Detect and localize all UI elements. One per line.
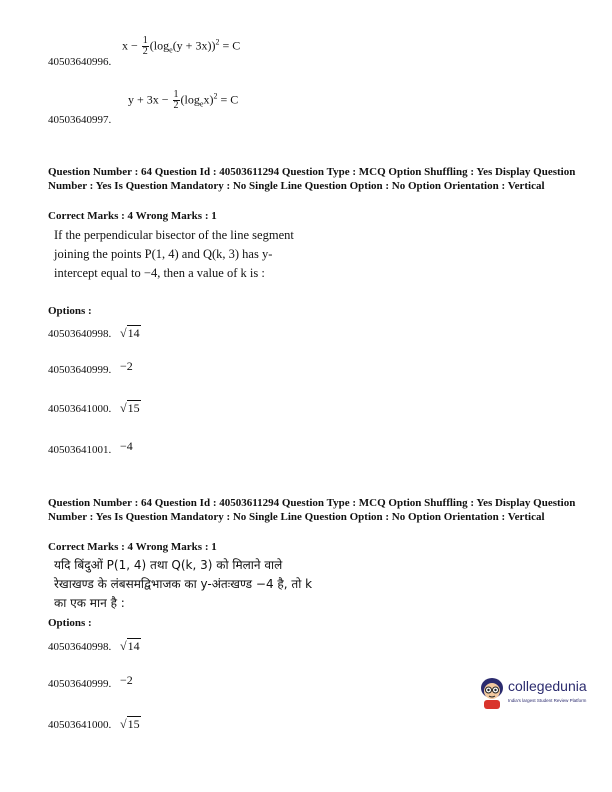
option-value: √14: [120, 639, 140, 653]
option-value: −2: [120, 673, 133, 687]
logo-name: collegedunia: [508, 678, 587, 694]
prev-option-expression-1: [122, 36, 240, 57]
option-value: −2: [120, 359, 133, 373]
option-id: 40503641000.: [48, 719, 112, 731]
option-value: √15: [120, 401, 140, 415]
question-marks: Correct Marks : 4 Wrong Marks : 1: [48, 210, 217, 222]
options-label: Options :: [48, 617, 92, 629]
prev-option-expression-2: [128, 90, 238, 111]
option-value: √14: [120, 326, 140, 340]
fraction-num: 1: [142, 35, 148, 46]
option-value: √15: [120, 717, 140, 731]
radicand: 14: [127, 326, 140, 340]
option-id: 40503641000.: [48, 403, 112, 415]
expr-pow: 2: [215, 37, 220, 47]
prev-option-id-2: 40503640997.: [48, 114, 112, 126]
option-id: 40503640999.: [48, 364, 112, 376]
prev-option-id-1: 40503640996.: [48, 56, 112, 68]
fraction-den: 2: [173, 100, 179, 111]
question-header: Question Number : 64 Question Id : 40503611294 Question Type : MCQ Option Shuffling : Yes Display Question Number : Yes Is Question Mandatory : No Single Line Question Option : No Option Orientation : Vertical: [48, 166, 576, 192]
option-id: 40503640999.: [48, 678, 112, 690]
fraction-den: 2: [142, 46, 148, 57]
expr-log: (log: [180, 92, 200, 107]
option-row[interactable]: [48, 359, 133, 377]
option-row[interactable]: [48, 717, 141, 732]
option-row[interactable]: [48, 326, 141, 341]
fraction: [142, 36, 149, 57]
option-id: 40503640998.: [48, 328, 112, 340]
expr-sub: e: [169, 45, 173, 55]
question-header: Question Number : 64 Question Id : 40503611294 Question Type : MCQ Option Shuffling : Yes Display Question Number : Yes Is Question Mandatory : No Single Line Question Option : No Option Orientation : Vertical: [48, 497, 576, 523]
option-id: 40503641001.: [48, 444, 112, 456]
expr-log: (log: [149, 38, 170, 53]
question-text-hindi: यदि बिंदुओं P(1, 4) तथा Q(k, 3) को मिलाने वाले रेखाखण्ड के लंबसमद्विभाजक का y-अंतःखण्ड −4 है, तो k का एक मान है :: [54, 558, 313, 610]
question-marks: Correct Marks : 4 Wrong Marks : 1: [48, 541, 217, 553]
question-text: If the perpendicular bisector of the line segment joining the points P(1, 4) and Q(k, 3) has y-intercept equal to −4, then a value of k is :: [54, 228, 294, 280]
option-row[interactable]: [48, 673, 133, 691]
fraction-num: 1: [173, 89, 179, 100]
expr-arg: x): [203, 92, 214, 107]
option-row[interactable]: [48, 639, 141, 654]
mascot-icon: [478, 676, 506, 710]
fraction: [173, 90, 180, 111]
options-label: Options :: [48, 305, 92, 317]
expr-lhs: x −: [122, 38, 141, 53]
option-row[interactable]: [48, 439, 133, 457]
expr-lhs: y + 3x −: [128, 92, 172, 107]
expr-sub: e: [199, 99, 204, 109]
collegedunia-logo: [478, 672, 596, 718]
expr-arg: (y + 3x)): [172, 38, 216, 53]
radicand: 14: [127, 639, 140, 653]
option-value: −4: [120, 439, 133, 453]
logo-tagline: India's largest Student Review Platform: [508, 698, 587, 703]
expr-pow: 2: [213, 91, 218, 101]
expr-rhs: = C: [217, 92, 239, 107]
option-row[interactable]: [48, 401, 141, 416]
radicand: 15: [127, 717, 140, 731]
option-id: 40503640998.: [48, 641, 112, 653]
expr-rhs: = C: [219, 38, 241, 53]
radicand: 15: [127, 401, 140, 415]
